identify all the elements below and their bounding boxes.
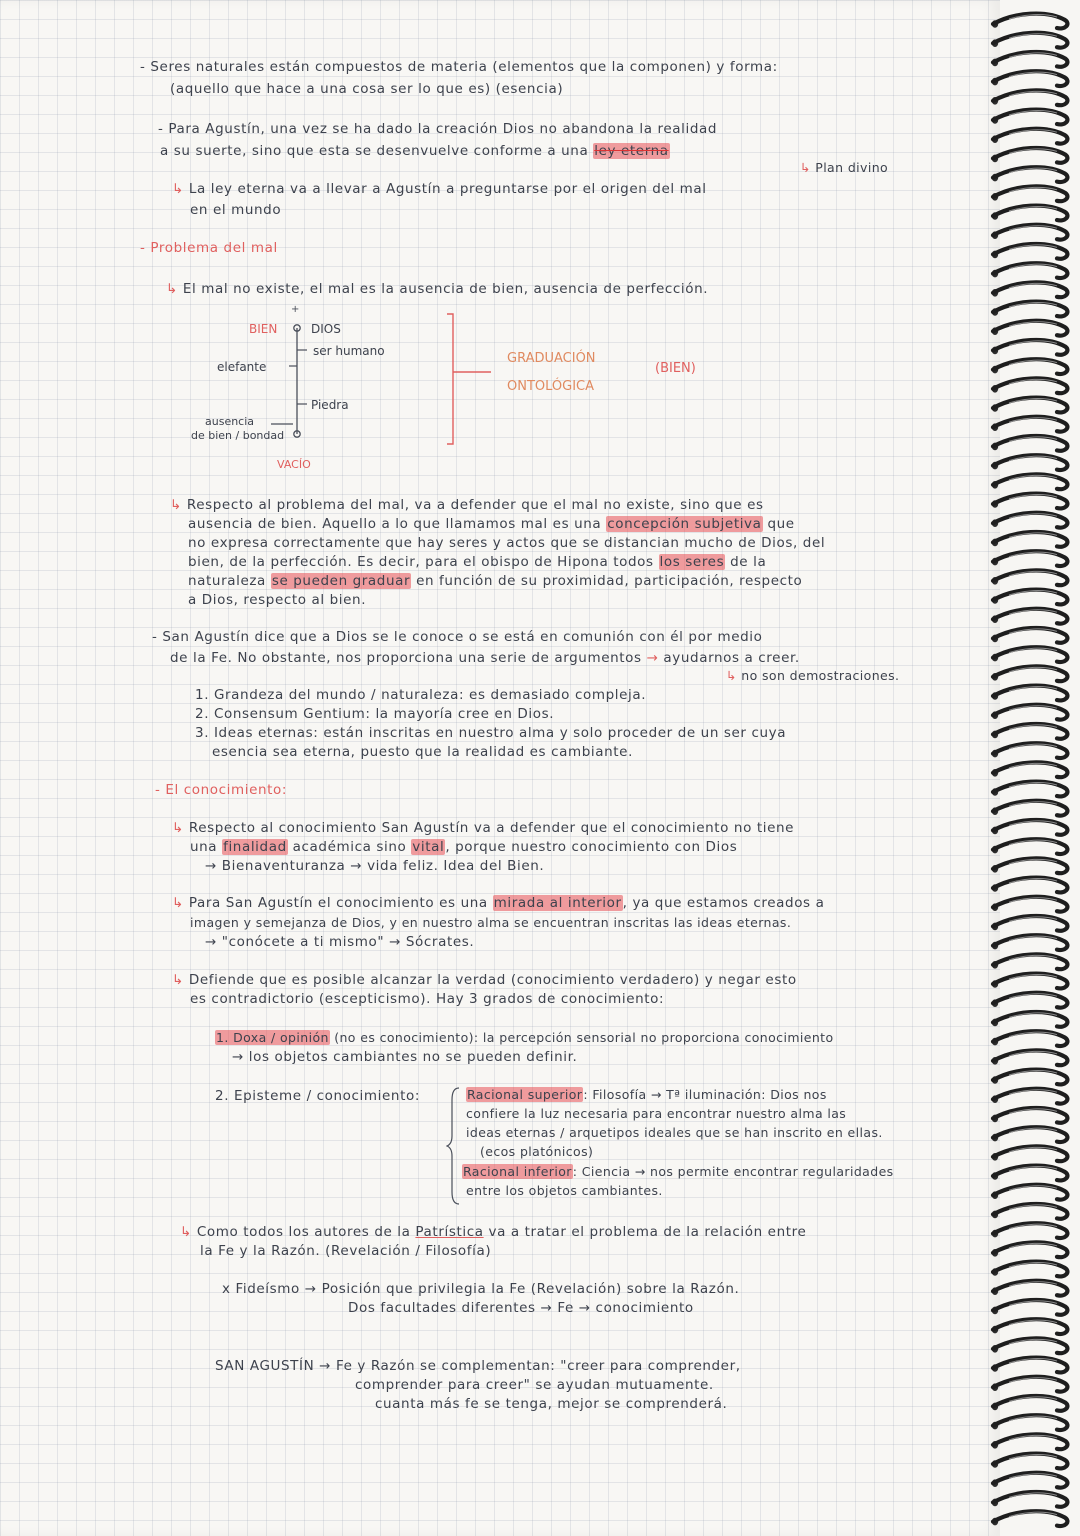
spiral-coil bbox=[993, 1146, 1067, 1161]
note-line bbox=[166, 280, 708, 298]
note-line bbox=[462, 1163, 894, 1181]
spiral-coil bbox=[993, 1012, 1067, 1027]
spiral-coil bbox=[993, 1454, 1067, 1469]
note-text: va a tratar el problema de la relación entre bbox=[488, 1224, 807, 1240]
note-text: Respecto al problema del mal, va a defender que el mal no existe, sino que es bbox=[186, 497, 764, 513]
argument-item: 3. Ideas eternas: están inscritas en nuestro alma y solo proceder de un ser cuya bbox=[195, 725, 787, 741]
note-line: → "conócete a ti mismo" → Sócrates. bbox=[205, 934, 475, 950]
note-text: Plan divino bbox=[815, 160, 889, 175]
spiral-coil bbox=[993, 1396, 1067, 1411]
note-text: , ya que estamos creados a bbox=[622, 895, 825, 911]
note-text: de la Fe. No obstante, nos proporciona una serie de argumentos bbox=[170, 650, 642, 666]
spiral-coil bbox=[993, 570, 1067, 585]
arrow-icon: ↳ bbox=[172, 895, 184, 911]
arrow-icon: ↳ bbox=[180, 1224, 192, 1240]
note-text: Como todos los autores de la bbox=[196, 1224, 411, 1240]
spiral-coil bbox=[993, 1511, 1067, 1526]
note-text: no son demostraciones. bbox=[741, 668, 900, 683]
arrow-icon: ↳ bbox=[170, 497, 182, 513]
spiral-coil bbox=[993, 378, 1067, 393]
curly-brace bbox=[446, 1086, 462, 1206]
note-line: SAN AGUSTÍN → Fe y Razón se complementan: "creer para comprender, bbox=[215, 1358, 741, 1374]
spiral-coil bbox=[993, 724, 1067, 739]
spiral-coil bbox=[993, 129, 1067, 144]
spiral-coil bbox=[993, 686, 1067, 701]
highlight-racional-superior: Racional superior bbox=[467, 1087, 583, 1102]
spiral-coil bbox=[993, 1358, 1067, 1373]
spiral-coil bbox=[993, 782, 1067, 797]
arrow-icon: ↳ bbox=[800, 160, 811, 175]
highlight-doxa: 1. Doxa / opinión bbox=[216, 1030, 329, 1045]
spiral-coil bbox=[993, 858, 1067, 873]
spiral-binding bbox=[985, 0, 1080, 1536]
note-line: - Seres naturales están compuestos de materia (elementos que la componen) y forma: bbox=[140, 59, 778, 75]
spiral-coil bbox=[993, 1377, 1067, 1392]
spiral-coil bbox=[993, 551, 1067, 566]
highlight-racional-inferior: Racional inferior bbox=[463, 1164, 572, 1179]
spiral-coil bbox=[993, 590, 1067, 605]
spiral-coil bbox=[993, 916, 1067, 931]
diagram-label-ausencia-2: de bien / bondad bbox=[191, 429, 285, 442]
note-line bbox=[172, 819, 794, 837]
spiral-coil bbox=[993, 1089, 1067, 1104]
note-line: entre los objetos cambiantes. bbox=[466, 1183, 663, 1198]
spiral-coil bbox=[993, 148, 1067, 163]
note-line: Dos facultades diferentes → Fe → conocimiento bbox=[348, 1300, 694, 1316]
note-text: : Ciencia → nos permite encontrar regularidades bbox=[572, 1164, 894, 1179]
spiral-coil bbox=[993, 52, 1067, 67]
ontological-gradation-diagram bbox=[185, 300, 745, 480]
spiral-coil bbox=[993, 974, 1067, 989]
spiral-coil bbox=[993, 1108, 1067, 1123]
diagram-label-bien: BIEN bbox=[249, 322, 278, 336]
note-line: imagen y semejanza de Dios, y en nuestro alma se encuentran inscritas las ideas eternas. bbox=[190, 915, 792, 930]
diagram-label-dios: DIOS bbox=[311, 322, 341, 336]
note-text: una bbox=[190, 839, 218, 855]
diagram-label-elefante: elefante bbox=[217, 360, 267, 374]
spiral-coil bbox=[993, 474, 1067, 489]
plus-mark: + bbox=[291, 304, 300, 315]
highlight-concepcion-subjetiva: concepción subjetiva bbox=[607, 516, 762, 532]
note-line: (aquello que hace a una cosa ser lo que es) (esencia) bbox=[170, 81, 564, 97]
spiral-coil bbox=[993, 532, 1067, 547]
diagram-label-ser-humano: ser humano bbox=[313, 344, 385, 358]
note-line: comprender para creer" se ayudan mutuamente. bbox=[355, 1377, 714, 1393]
spiral-coil bbox=[993, 1415, 1067, 1430]
note-line bbox=[172, 971, 797, 989]
arrow-icon: → bbox=[646, 650, 659, 666]
note-text: , porque nuestro conocimiento con Dios bbox=[445, 839, 738, 855]
spiral-coil bbox=[993, 666, 1067, 681]
spiral-coil bbox=[993, 513, 1067, 528]
argument-item: esencia sea eterna, puesto que la realidad es cambiante. bbox=[212, 744, 633, 760]
spiral-coil bbox=[993, 897, 1067, 912]
note-line bbox=[726, 667, 899, 685]
note-text: naturaleza bbox=[188, 573, 266, 589]
spiral-coil bbox=[993, 1050, 1067, 1065]
spiral-coil bbox=[993, 1166, 1067, 1181]
spiral-coil bbox=[993, 186, 1067, 201]
spiral-coil bbox=[993, 935, 1067, 950]
note-line: la Fe y la Razón. (Revelación / Filosofía) bbox=[200, 1243, 492, 1259]
arrow-icon: ↳ bbox=[172, 820, 184, 836]
note-text: El mal no existe, el mal es la ausencia de bien, ausencia de perfección. bbox=[182, 281, 709, 297]
note-line: x Fideísmo → Posición que privilegia la Fe (Revelación) sobre la Razón. bbox=[222, 1281, 740, 1297]
spiral-coil bbox=[993, 398, 1067, 413]
underlined-patristica: Patrística bbox=[415, 1224, 484, 1240]
argument-item: 1. Grandeza del mundo / naturaleza: es demasiado compleja. bbox=[195, 687, 647, 703]
spiral-coil bbox=[993, 647, 1067, 662]
note-text: bien, de la perfección. Es decir, para el obispo de Hipona todos bbox=[188, 554, 654, 570]
spiral-coil bbox=[993, 263, 1067, 278]
note-text: (no es conocimiento): la percepción sensorial no proporciona conocimiento bbox=[334, 1030, 834, 1045]
spiral-coil bbox=[993, 1204, 1067, 1219]
note-line: es contradictorio (escepticismo). Hay 3 grados de conocimiento: bbox=[190, 991, 665, 1007]
spiral-coil bbox=[993, 71, 1067, 86]
spiral-coil bbox=[993, 993, 1067, 1008]
note-text: a su suerte, sino que esta se desenvuelve conforme a una bbox=[160, 143, 589, 159]
bien-paren-label: (BIEN) bbox=[655, 361, 696, 376]
spiral-coil bbox=[993, 302, 1067, 317]
spiral-coil bbox=[993, 1070, 1067, 1085]
spiral-coil bbox=[993, 1281, 1067, 1296]
note-line bbox=[800, 159, 888, 177]
note-line: no expresa correctamente que hay seres y actos que se distancian mucho de Dios, del bbox=[188, 535, 826, 551]
note-line bbox=[188, 553, 766, 571]
note-text: que bbox=[767, 516, 795, 532]
note-text: La ley eterna va a llevar a Agustín a preguntarse por el origen del mal bbox=[188, 181, 707, 197]
spiral-coil bbox=[993, 1300, 1067, 1315]
highlight-se-pueden-graduar: se pueden graduar bbox=[271, 573, 411, 589]
spiral-coil bbox=[993, 282, 1067, 297]
spiral-coil bbox=[993, 705, 1067, 720]
note-line: confiere la luz necesaria para encontrar nuestro alma las bbox=[466, 1106, 847, 1121]
highlight-los-seres: los seres bbox=[659, 554, 725, 570]
spiral-coil bbox=[993, 1223, 1067, 1238]
spiral-coil bbox=[993, 1434, 1067, 1449]
spiral-coil bbox=[993, 1262, 1067, 1277]
spiral-coil bbox=[993, 954, 1067, 969]
spiral-coil bbox=[993, 820, 1067, 835]
spiral-coil bbox=[993, 33, 1067, 48]
spiral-coil bbox=[993, 90, 1067, 105]
spiral-coil bbox=[993, 762, 1067, 777]
spiral-coil bbox=[993, 1242, 1067, 1257]
note-line bbox=[172, 894, 824, 912]
spiral-coil bbox=[993, 455, 1067, 470]
arrow-icon: ↳ bbox=[726, 668, 737, 683]
note-text: académica sino bbox=[292, 839, 407, 855]
note-line bbox=[172, 180, 707, 198]
spiral-coil bbox=[993, 225, 1067, 240]
note-line bbox=[170, 649, 800, 667]
diagram-label-piedra: Piedra bbox=[311, 398, 349, 412]
highlight-mirada-al-interior: mirada al interior bbox=[493, 895, 622, 911]
spiral-coil bbox=[993, 321, 1067, 336]
spiral-coil bbox=[993, 1127, 1067, 1142]
note-line bbox=[188, 515, 795, 533]
note-line: a Dios, respecto al bien. bbox=[188, 592, 367, 608]
note-line: - San Agustín dice que a Dios se le conoce o se está en comunión con él por medio bbox=[152, 629, 763, 645]
spiral-coil bbox=[993, 801, 1067, 816]
spiral-coil bbox=[993, 417, 1067, 432]
note-line bbox=[180, 1223, 806, 1241]
spiral-coil bbox=[993, 167, 1067, 182]
spiral-coil bbox=[993, 878, 1067, 893]
note-text: : Filosofía → Tª iluminación: Dios nos bbox=[583, 1087, 827, 1102]
spiral-coil bbox=[993, 340, 1067, 355]
arrow-icon: ↳ bbox=[166, 281, 178, 297]
note-line bbox=[160, 142, 670, 160]
note-line bbox=[188, 572, 802, 590]
spiral-coil bbox=[993, 1338, 1067, 1353]
diagram-label-ausencia: ausencia bbox=[205, 415, 255, 428]
note-line: cuanta más fe se tenga, mejor se comprenderá. bbox=[375, 1396, 728, 1412]
spiral-coil bbox=[993, 244, 1067, 259]
spiral-coil bbox=[993, 110, 1067, 125]
arrow-icon: ↳ bbox=[172, 972, 184, 988]
spiral-coil bbox=[993, 609, 1067, 624]
spiral-coil bbox=[993, 206, 1067, 221]
note-line: - Para Agustín, una vez se ha dado la creación Dios no abandona la realidad bbox=[158, 121, 718, 137]
arrow-icon: ↳ bbox=[172, 181, 184, 197]
highlight-vital: vital bbox=[412, 839, 445, 855]
note-line: en el mundo bbox=[190, 202, 282, 218]
note-text: ayudarnos a creer. bbox=[663, 650, 800, 666]
note-line bbox=[190, 838, 737, 856]
highlight-ley-eterna: ley eterna bbox=[594, 143, 669, 159]
spiral-coil bbox=[993, 628, 1067, 643]
note-text: Para San Agustín el conocimiento es una bbox=[188, 895, 488, 911]
note-text: ausencia de bien. Aquello a lo que llamamos mal es una bbox=[188, 516, 602, 532]
degree-item bbox=[215, 1029, 834, 1047]
note-text: Respecto al conocimiento San Agustín va a defender que el conocimiento no tiene bbox=[188, 820, 795, 836]
spiral-coil bbox=[993, 1031, 1067, 1046]
note-line: ideas eternas / arquetipos ideales que se han inscrito en ellas. bbox=[466, 1125, 883, 1140]
note-text: Defiende que es posible alcanzar la verdad (conocimiento verdadero) y negar esto bbox=[188, 972, 797, 988]
section-heading: - Problema del mal bbox=[140, 240, 278, 256]
note-line: (ecos platónicos) bbox=[480, 1144, 594, 1159]
spiral-coil bbox=[993, 494, 1067, 509]
ontologica-label: ONTOLÓGICA bbox=[507, 379, 595, 394]
spiral-coil bbox=[993, 1473, 1067, 1488]
spiral-coil bbox=[993, 1185, 1067, 1200]
note-line bbox=[466, 1086, 827, 1104]
spiral-coil bbox=[993, 436, 1067, 451]
spiral-coil bbox=[993, 743, 1067, 758]
spiral-coil bbox=[993, 1492, 1067, 1507]
section-heading: - El conocimiento: bbox=[155, 782, 288, 798]
note-line bbox=[170, 496, 764, 514]
argument-item: 2. Consensum Gentium: la mayoría cree en Dios. bbox=[195, 706, 555, 722]
diagram-label-vacio: VACÍO bbox=[277, 458, 311, 471]
spiral-coil bbox=[993, 359, 1067, 374]
highlight-finalidad: finalidad bbox=[223, 839, 287, 855]
spiral-coil bbox=[993, 1319, 1067, 1334]
degree-item: 2. Episteme / conocimiento: bbox=[215, 1088, 420, 1104]
note-text: en función de su proximidad, participación, respecto bbox=[416, 573, 803, 589]
note-line: → Bienaventuranza → vida feliz. Idea del Bien. bbox=[205, 858, 545, 874]
note-line: → los objetos cambiantes no se pueden definir. bbox=[232, 1049, 578, 1065]
spiral-coil bbox=[993, 14, 1067, 29]
spiral-coil bbox=[993, 839, 1067, 854]
graduacion-label: GRADUACIÓN bbox=[507, 351, 596, 366]
note-text: de la bbox=[730, 554, 767, 570]
bracket bbox=[447, 314, 453, 444]
